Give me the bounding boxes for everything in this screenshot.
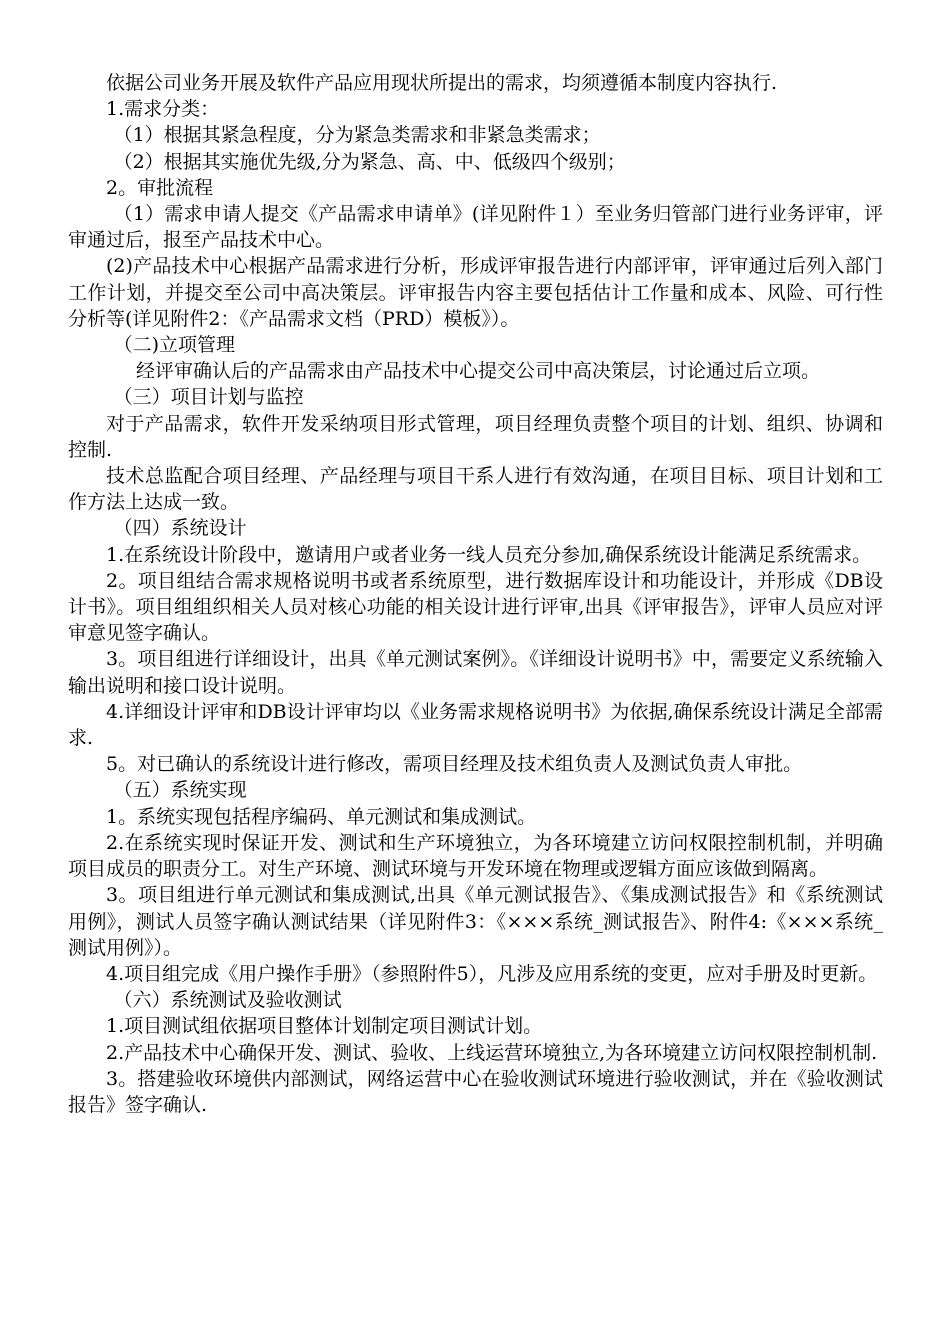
paragraph-approval-process: 2。审批流程 bbox=[106, 176, 214, 199]
paragraph-testing-2: 2.产品技术中心确保开发、测试、验收、上线运营环境独立,为各环境建立访问权限控制机制. bbox=[106, 1041, 878, 1064]
paragraph-implementation-2: 2.在系统实现时保证开发、测试和生产环境独立，为各环境建立访问权限控制机制，并明确项目成员的职责分工。对生产环境、测试环境与开发环境在物理或逻辑方面应该做到隔离。 bbox=[68, 831, 883, 881]
paragraph-implementation-1: 1。系统实现包括程序编码、单元测试和集成测试。 bbox=[106, 805, 537, 828]
section-heading-project-initiation: （二)立项管理 bbox=[113, 334, 236, 357]
paragraph-design-5: 5。对已确认的系统设计进行修改，需项目经理及技术组负责人及测试负责人审批。 bbox=[106, 753, 803, 776]
paragraph-approval-step-2: (2)产品技术中心根据产品需求进行分析，形成评审报告进行内部评审，评审通过后列入部门工作计划，并提交至公司中高决策层。评审报告内容主要包括估计工作量和成本、风险、可行性分析等(详见附件2：《产品需求文档（PRD）模板》）。 bbox=[68, 255, 883, 330]
paragraph-design-2: 2。项目组结合需求规格说明书或者系统原型，进行数据库设计和功能设计，并形成《DB设计书》。项目组组织相关人员对核心功能的相关设计进行评审,出具《评审报告》，评审人员应对评审意见签字确认。 bbox=[68, 569, 883, 645]
paragraph-testing-1: 1.项目测试组依据项目整体计划制定项目测试计划。 bbox=[106, 1015, 543, 1038]
paragraph-project-management: 对于产品需求，软件开发采纳项目形式管理，项目经理负责整个项目的计划、组织、协调和控制. bbox=[68, 412, 883, 461]
paragraph-project-initiation: 经评审确认后的产品需求由产品技术中心提交公司中高决策层，讨论通过后立项。 bbox=[136, 360, 821, 383]
paragraph-intro: 依据公司业务开展及软件产品应用现状所提出的需求，均须遵循本制度内容执行. bbox=[106, 72, 778, 94]
paragraph-urgency-class: （1）根据其紧急程度，分为紧急类需求和非紧急类需求； bbox=[113, 124, 601, 147]
paragraph-approval-step-1: （1）需求申请人提交《产品需求申请单》(详见附件１）至业务归管部门进行业务评审，评审通过后，报至产品技术中心。 bbox=[68, 203, 883, 252]
paragraph-priority-class: （2）根据其实施优先级,分为紧急、高、中、低级四个级别； bbox=[113, 150, 626, 173]
paragraph-implementation-4: 4.项目组完成《用户操作手册》（参照附件5），凡涉及应用系统的变更，应对手册及时更新。 bbox=[106, 962, 878, 985]
section-heading-planning-monitoring: （三）项目计划与监控 bbox=[113, 386, 304, 409]
paragraph-implementation-3: 3。项目组进行单元测试和集成测试,出具《单元测试报告》、《集成测试报告》和《系统测试用例》，测试人员签字确认测试结果（详见附件3：《×××系统_测试报告》、附件4:《×××系统_测试用例》）。 bbox=[68, 884, 883, 959]
section-heading-system-testing: （六）系统测试及验收测试 bbox=[113, 989, 342, 1012]
document-page bbox=[68, 70, 883, 1118]
paragraph-design-1: 1.在系统设计阶段中，邀请用户或者业务一线人员充分参加,确保系统设计能满足系统需求。 bbox=[106, 543, 872, 566]
paragraph-testing-3: 3。搭建验收环境供内部测试，网络运营中心在验收测试环境进行验收测试，并在《验收测试报告》签字确认. bbox=[68, 1067, 883, 1116]
paragraph-requirement-classification: 1.需求分类： bbox=[106, 98, 220, 121]
section-heading-system-design: （四）系统设计 bbox=[113, 517, 247, 540]
paragraph-communication: 技术总监配合项目经理、产品经理与项目干系人进行有效沟通，在项目目标、项目计划和工作方法上达成一致。 bbox=[68, 465, 883, 514]
paragraph-design-4: 4.详细设计评审和DB设计评审均以《业务需求规格说明书》为依据,确保系统设计满足全部需求. bbox=[68, 700, 883, 750]
paragraph-design-3: 3。项目组进行详细设计，出具《单元测试案例》。《详细设计说明书》中，需要定义系统输入输出说明和接口设计说明。 bbox=[68, 648, 883, 697]
section-heading-system-implementation: （五）系统实现 bbox=[113, 779, 247, 802]
